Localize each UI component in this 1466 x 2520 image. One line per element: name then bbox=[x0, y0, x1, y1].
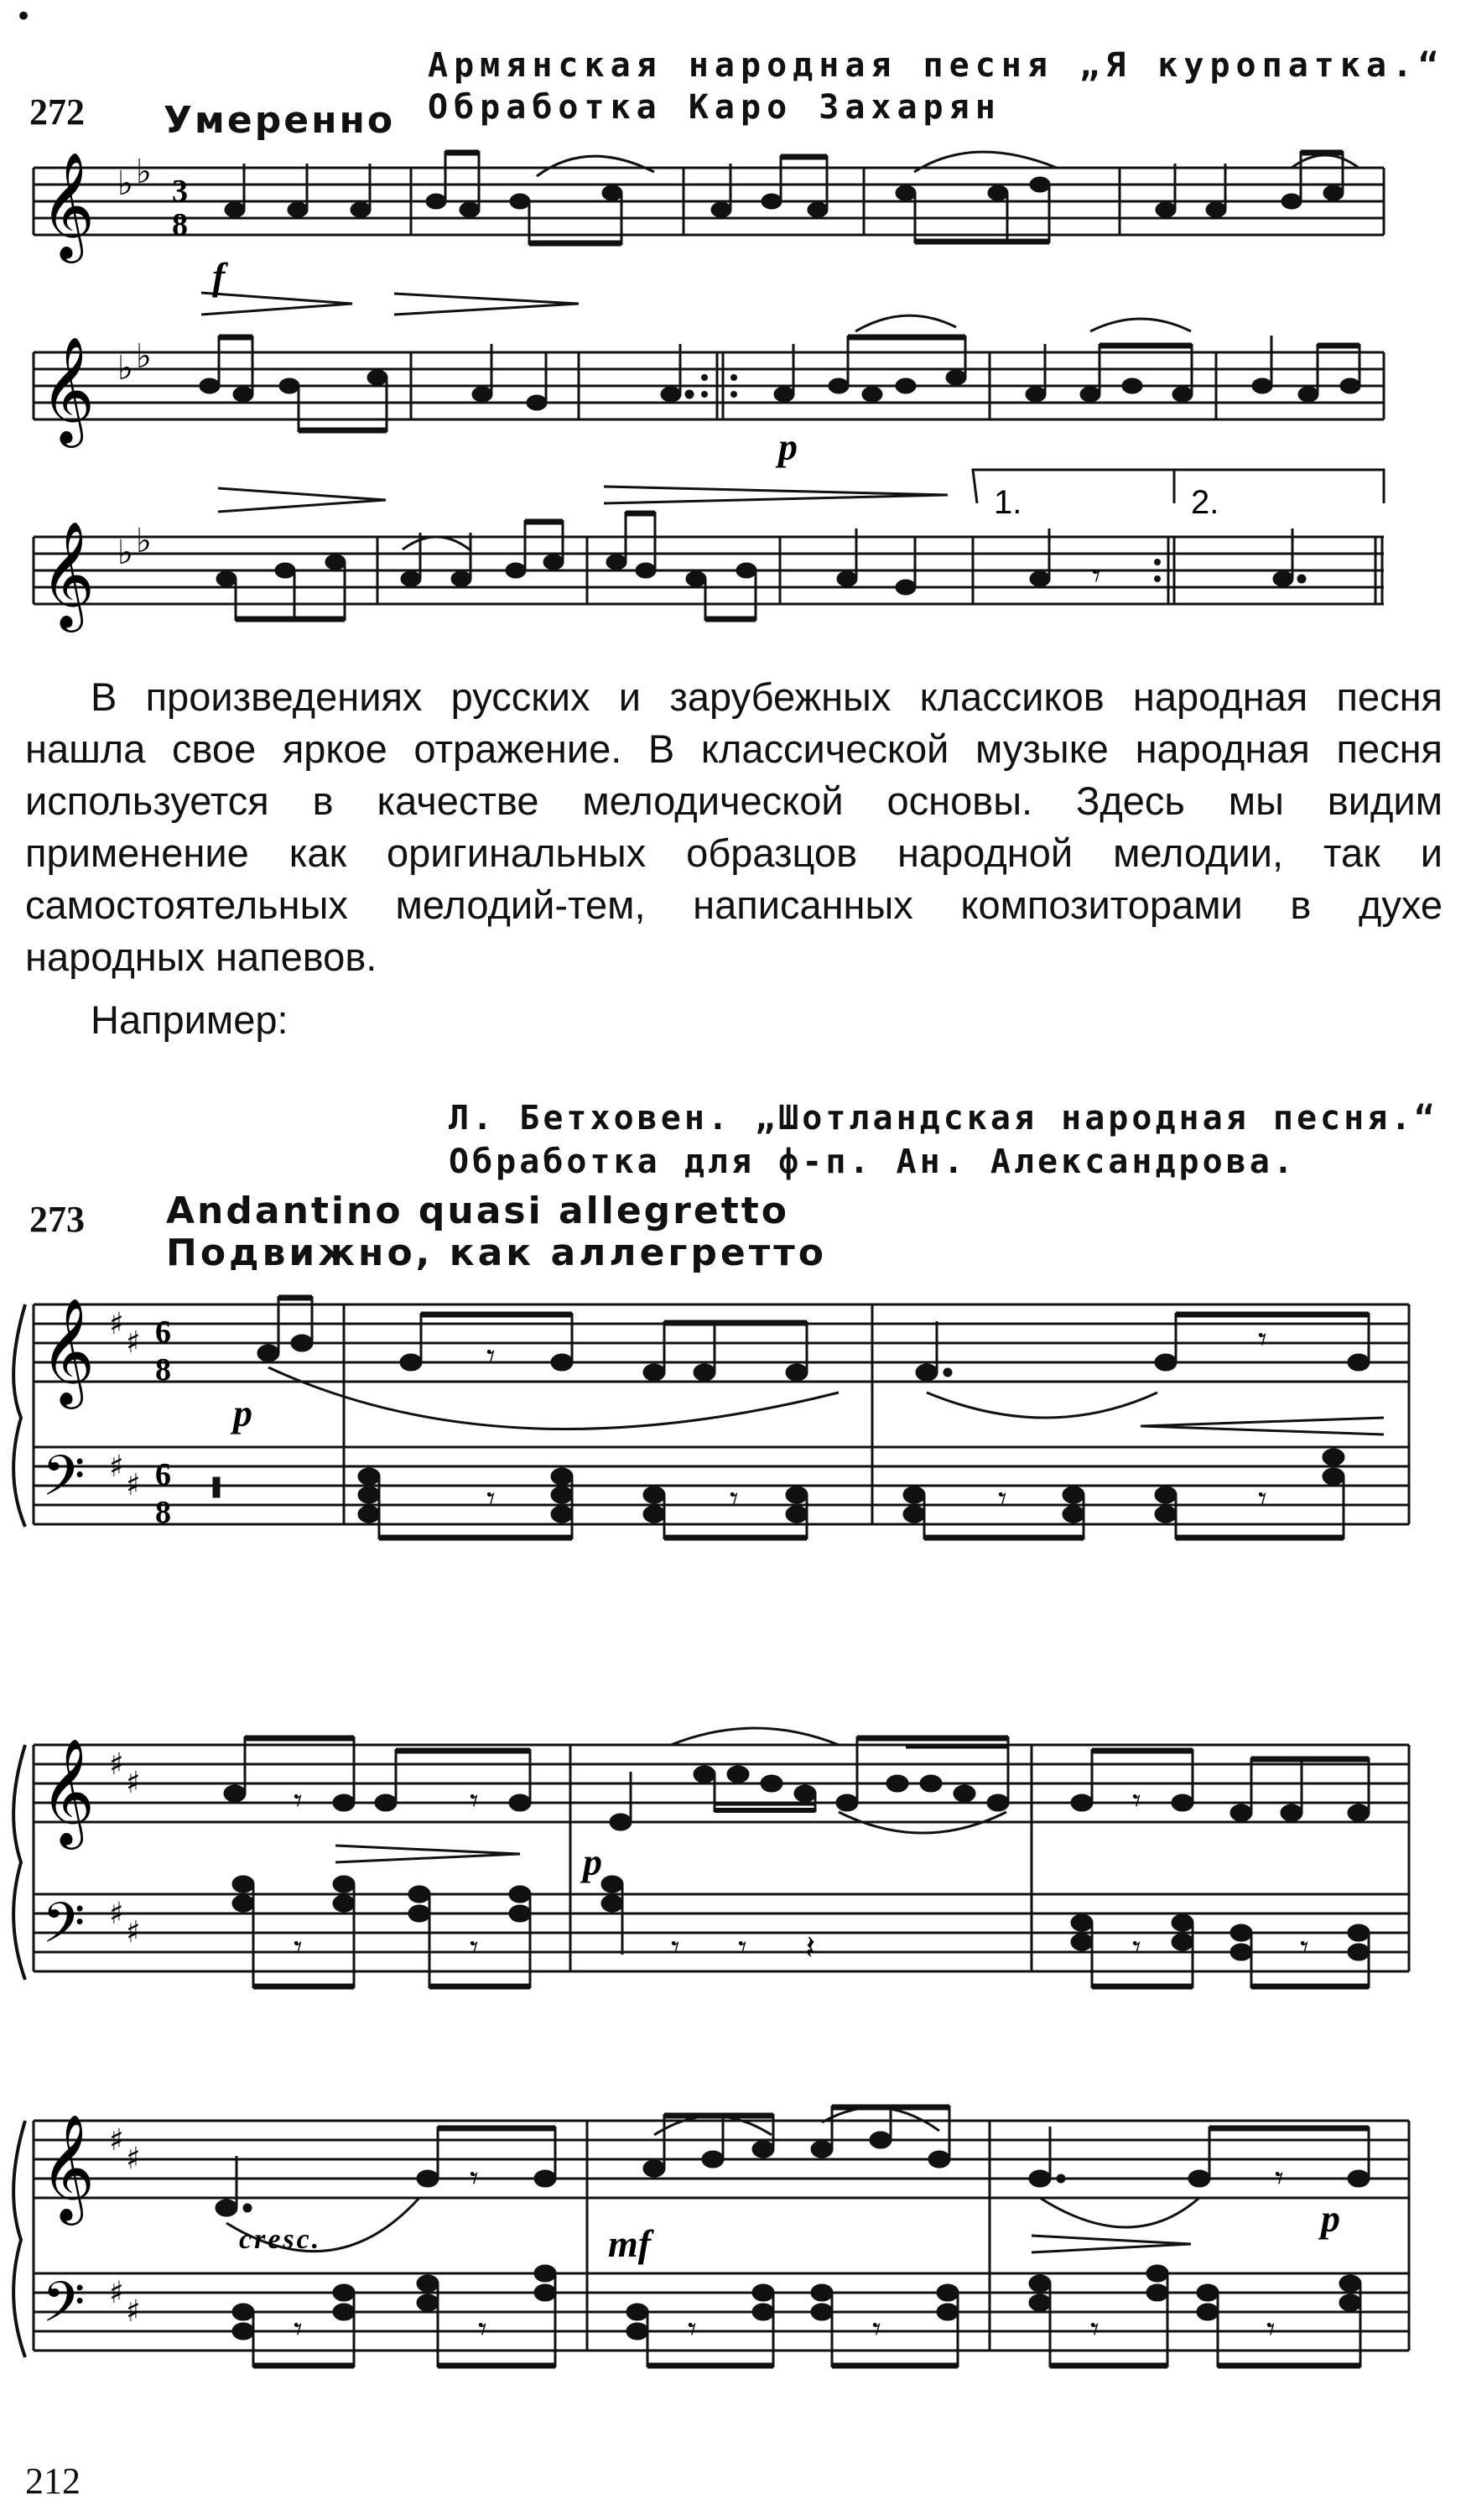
example-intro: Например: bbox=[91, 997, 289, 1042]
ex273-source: Л. Бетховен. „Шотландская народная песня.“ bbox=[449, 1099, 1438, 1138]
ex273-system-2 bbox=[13, 1728, 1409, 1988]
flat-icon: ♭ bbox=[136, 522, 152, 560]
quarter-rest-icon: 𝄽 bbox=[805, 1929, 816, 1967]
slur-icon bbox=[855, 315, 956, 331]
bass-clef-icon: 𝄢 bbox=[42, 1891, 86, 1969]
ex273-notes-2 bbox=[225, 1736, 1369, 1988]
decrescendo-hairpin-icon bbox=[335, 1846, 520, 1862]
eighth-rest-icon: 𝄾 bbox=[688, 2310, 697, 2349]
treble-clef-icon: 𝄞 bbox=[40, 1737, 96, 1845]
treble-clef-icon: 𝄞 bbox=[40, 336, 96, 443]
slur-icon bbox=[268, 1367, 839, 1429]
treble-clef-icon: 𝄞 bbox=[40, 1297, 96, 1404]
sharp-icon: ♯ bbox=[109, 1307, 124, 1341]
dynamic-f: f bbox=[212, 255, 226, 298]
flat-icon: ♭ bbox=[117, 349, 133, 388]
treble-clef-icon: 𝄞 bbox=[40, 151, 96, 258]
slur-icon bbox=[671, 1728, 839, 1745]
ex273-number: 273 bbox=[29, 1199, 85, 1240]
ex272-source: Армянская народная песня „Я куропатка.“ bbox=[428, 46, 1445, 85]
eighth-rest-icon: 𝄾 bbox=[1300, 1929, 1309, 1967]
eighth-rest-icon: 𝄾 bbox=[1092, 557, 1101, 596]
eighth-rest-icon: 𝄾 bbox=[738, 1929, 747, 1967]
brace-icon bbox=[13, 1745, 25, 1980]
crescendo-hairpin-icon bbox=[218, 488, 386, 512]
bass-clef-icon: 𝄢 bbox=[42, 2270, 86, 2348]
eighth-rest-icon: 𝄾 bbox=[478, 2310, 487, 2349]
slur-icon bbox=[403, 537, 470, 549]
ex273-notes-1 bbox=[214, 1296, 1369, 1539]
sharp-icon: ♯ bbox=[109, 1450, 124, 1484]
time-sig-den: 8 bbox=[172, 207, 188, 242]
flat-icon: ♭ bbox=[117, 164, 133, 203]
time-sig-num: 3 bbox=[172, 174, 188, 209]
sharp-icon: ♯ bbox=[126, 2294, 141, 2329]
ex273-tempo: Andantino quasi allegretto bbox=[166, 1190, 790, 1232]
time-sig-den: 8 bbox=[155, 1495, 171, 1530]
slur-icon bbox=[927, 1393, 1157, 1418]
eighth-rest-icon: 𝄾 bbox=[486, 1337, 496, 1376]
eighth-rest-icon: 𝄾 bbox=[1258, 1320, 1267, 1359]
ex272-tempo: Умеренно bbox=[164, 99, 396, 142]
crescendo-hairpin-icon bbox=[1141, 1418, 1384, 1434]
slur-icon bbox=[654, 2116, 772, 2136]
ex272-notes-2 bbox=[200, 336, 1359, 432]
slur-icon bbox=[1090, 319, 1191, 331]
corner-dot: • bbox=[15, 0, 33, 34]
dynamic-p: p bbox=[778, 425, 798, 468]
ex272-number: 272 bbox=[29, 91, 85, 133]
dynamic-p: p bbox=[583, 1841, 602, 1883]
eighth-rest-icon: 𝄾 bbox=[470, 2159, 479, 2198]
slur-icon bbox=[822, 2107, 939, 2131]
eighth-rest-icon: 𝄾 bbox=[1132, 1929, 1141, 1967]
eighth-rest-icon: 𝄾 bbox=[294, 2310, 303, 2349]
sharp-icon: ♯ bbox=[126, 1915, 141, 1950]
eighth-rest-icon: 𝄾 bbox=[470, 1929, 479, 1967]
volta-bracket-icon bbox=[973, 470, 1384, 503]
eighth-rest-icon: 𝄾 bbox=[730, 1480, 739, 1518]
bass-clef-icon: 𝄢 bbox=[42, 1444, 86, 1522]
brace-icon bbox=[13, 2121, 25, 2357]
flat-icon: ♭ bbox=[117, 534, 133, 572]
treble-clef-icon: 𝄞 bbox=[40, 2113, 96, 2221]
dynamic-mf: mf bbox=[608, 2222, 652, 2265]
dynamic-p: p bbox=[233, 1392, 252, 1434]
eighth-rest-icon: 𝄾 bbox=[1132, 1782, 1141, 1820]
paragraph-text: В произведениях русских и зарубежных классиков народная песня нашла свое яркое отражение. В классической музыке народная песня используется в качестве мелодической основы. Здесь мы видим применение как оригинальных образцов народной мелодии, так и самостоятельных мелодий-тем, написанных композиторами в духе народных напевов. bbox=[25, 674, 1443, 979]
volta-2-label: 2. bbox=[1191, 484, 1219, 521]
body-paragraph bbox=[25, 671, 1443, 983]
dynamic-p: p bbox=[1321, 2197, 1340, 2240]
ex272-arrangement: Обработка Каро Захарян bbox=[428, 88, 1001, 127]
ex272-notes-1 bbox=[226, 151, 1343, 245]
flat-icon: ♭ bbox=[136, 153, 152, 191]
page-number: 212 bbox=[25, 2460, 81, 2502]
eighth-rest-icon: 𝄾 bbox=[294, 1782, 303, 1820]
sharp-icon: ♯ bbox=[109, 1747, 124, 1782]
eighth-rest-icon: 𝄾 bbox=[1258, 1480, 1267, 1518]
decrescendo-hairpin-icon bbox=[1032, 2236, 1191, 2252]
volta-1-label: 1. bbox=[994, 484, 1022, 521]
decrescendo-hairpin-icon bbox=[394, 294, 579, 315]
eighth-rest-icon: 𝄾 bbox=[470, 1782, 479, 1820]
eighth-rest-icon: 𝄾 bbox=[294, 1929, 303, 1967]
ex273-system-1 bbox=[13, 1296, 1409, 1539]
ex272-staff-2 bbox=[34, 352, 1384, 419]
ex273-arrangement: Обработка для ф-п. Ан. Александрова. bbox=[449, 1143, 1297, 1181]
sharp-icon: ♯ bbox=[126, 1766, 141, 1800]
brace-icon bbox=[13, 1304, 25, 1527]
treble-clef-icon: 𝄞 bbox=[40, 520, 96, 627]
sharp-icon: ♯ bbox=[109, 1897, 124, 1931]
eighth-rest-icon: 𝄾 bbox=[872, 2310, 881, 2349]
eighth-rest-icon: 𝄾 bbox=[1090, 2310, 1100, 2349]
sharp-icon: ♯ bbox=[126, 1468, 141, 1502]
time-sig-num: 6 bbox=[155, 1457, 171, 1492]
slur-icon bbox=[537, 156, 654, 176]
ex272-staff-1 bbox=[34, 168, 1384, 235]
sharp-icon: ♯ bbox=[109, 2276, 124, 2310]
slur-icon bbox=[1040, 2198, 1199, 2227]
sharp-icon: ♯ bbox=[109, 2123, 124, 2158]
eighth-rest-icon: 𝄾 bbox=[486, 1480, 496, 1518]
flat-icon: ♭ bbox=[136, 337, 152, 376]
sharp-icon: ♯ bbox=[126, 2142, 141, 2176]
sharp-icon: ♯ bbox=[126, 1325, 141, 1360]
ex273-system-3 bbox=[13, 2106, 1409, 2367]
ex273-tempo-ru: Подвижно, как аллегретто bbox=[166, 1231, 827, 1274]
eighth-rest-icon: 𝄾 bbox=[671, 1929, 680, 1967]
eighth-rest-icon: 𝄾 bbox=[1266, 2310, 1276, 2349]
eighth-rest-icon: 𝄾 bbox=[1275, 2159, 1284, 2198]
time-sig-den: 8 bbox=[155, 1352, 171, 1388]
crescendo-hairpin-icon bbox=[604, 487, 948, 503]
eighth-rest-icon: 𝄾 bbox=[998, 1480, 1007, 1518]
ex273-notes-3 bbox=[216, 2106, 1369, 2367]
time-sig-num: 6 bbox=[155, 1315, 171, 1350]
dynamic-cresc: cresc. bbox=[239, 2224, 322, 2255]
